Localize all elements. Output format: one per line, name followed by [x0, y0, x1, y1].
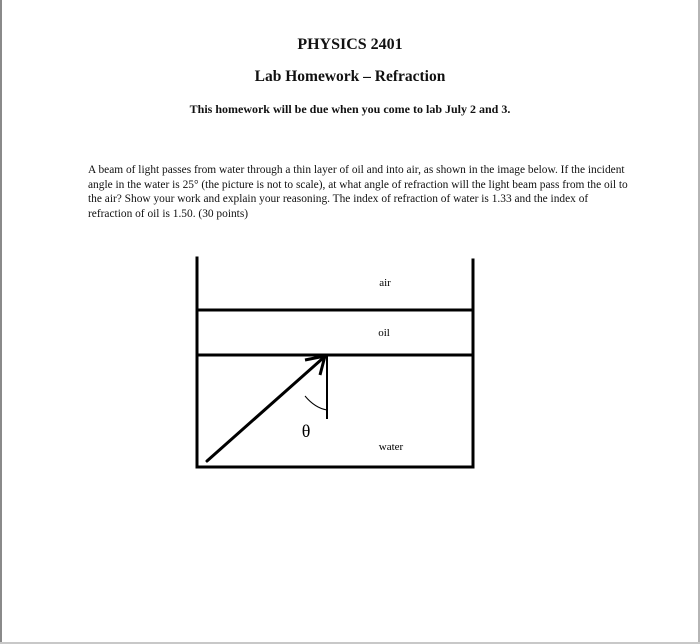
light-ray — [207, 359, 322, 461]
angle-theta-label: θ — [301, 421, 311, 441]
problem-statement: A beam of light passes from water through a thin layer of oil and into air, as shown in the image below. If the incident angle in the water is 25° (the picture is not to scale), at what angle of refraction will the light beam pass from the oil to the air? Show your work and explain your reasoning. The index of refraction of water is 1.33 and the index of refraction of oil is 1.50. (30 points) — [88, 164, 628, 221]
oil-label: oil — [378, 327, 390, 339]
air-label: air — [379, 277, 391, 289]
assignment-title: Lab Homework – Refraction — [254, 68, 446, 85]
due-date-note: This homework will be due when you come to lab July 2 and 3. — [189, 102, 511, 116]
course-title: PHYSICS 2401 — [297, 36, 403, 53]
water-label: water — [378, 441, 404, 453]
angle-arc — [305, 396, 327, 410]
